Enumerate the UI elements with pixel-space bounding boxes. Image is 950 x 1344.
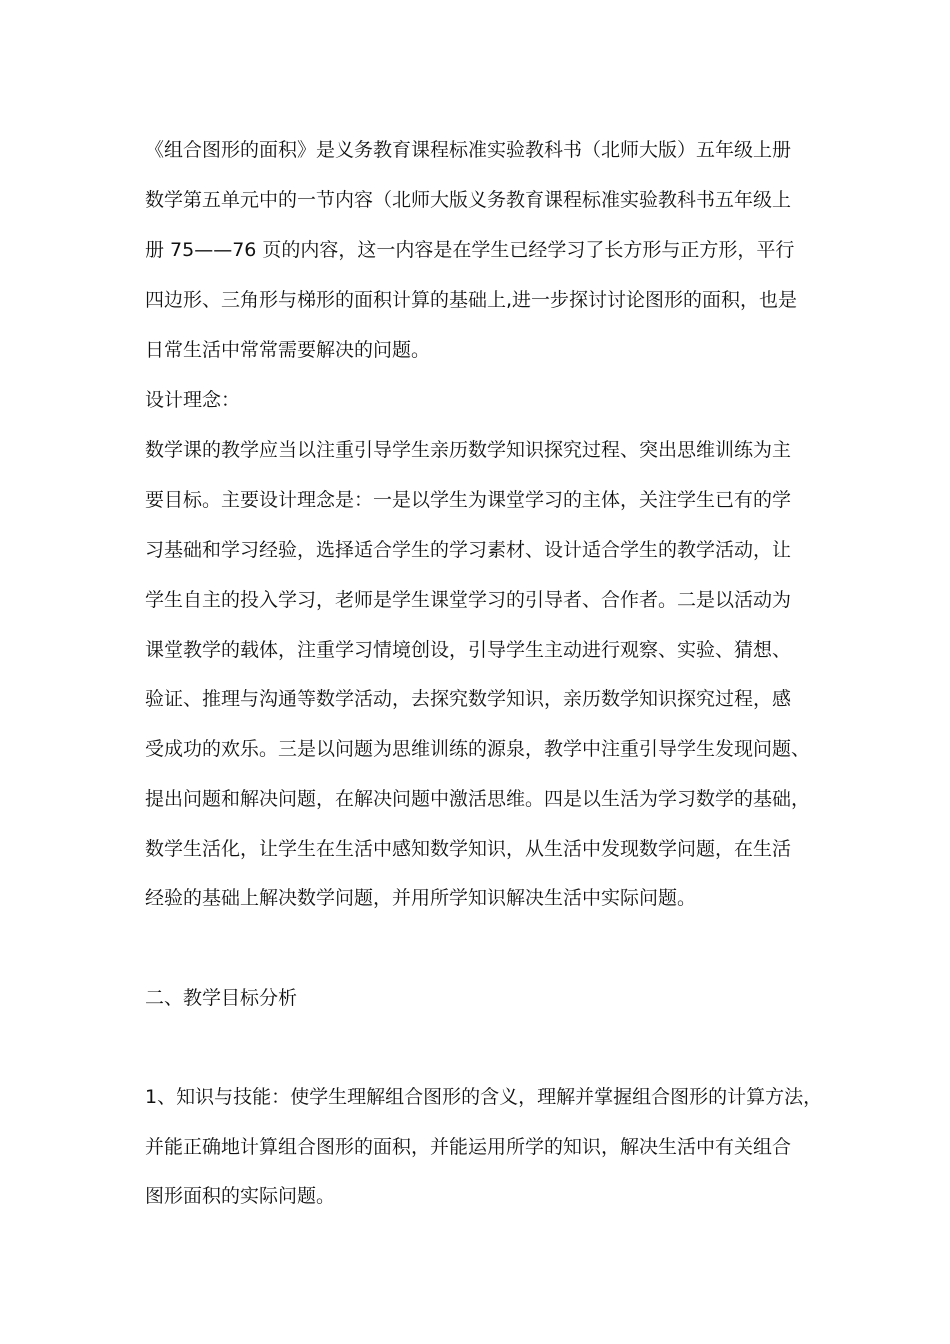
design-line-8: 提出问题和解决问题，在解决问题中激活思维。四是以生活为学习数学的基础， [145,788,811,810]
design-heading: 设计理念： [145,389,241,411]
design-line-1: 数学课的教学应当以注重引导学生亲历数学知识探究过程、突出思维训练为主 [145,439,792,461]
design-line-5: 课堂教学的载体，注重学习情境创设，引导学生主动进行观察、实验、猜想、 [145,639,792,661]
design-line-3: 习基础和学习经验，选择适合学生的学习素材、设计适合学生的教学活动，让 [145,539,792,561]
design-line-9: 数学生活化，让学生在生活中感知数学知识，从生活中发现数学问题，在生活 [145,838,792,860]
objective-line-2: 并能正确地计算组合图形的面积，并能运用所学的知识，解决生活中有关组合 [145,1136,792,1158]
objective-line-3: 图形面积的实际问题。 [145,1185,336,1207]
intro-line-5: 日常生活中常常需要解决的问题。 [145,339,431,361]
intro-line-2: 数学第五单元中的一节内容（北师大版义务教育课程标准实验教科书五年级上 [145,189,792,211]
intro-line-3: 册 75——76 页的内容，这一内容是在学生已经学习了长方形与正方形，平行 [145,239,795,261]
intro-line-4: 四边形、三角形与梯形的面积计算的基础上,进一步探讨讨论图形的面积，也是 [145,289,798,311]
design-line-6: 验证、推理与沟通等数学活动，去探究数学知识，亲历数学知识探究过程，感 [145,688,792,710]
section-heading: 二、教学目标分析 [145,987,298,1009]
design-line-2: 要目标。主要设计理念是：一是以学生为课堂学习的主体，关注学生已有的学 [145,489,792,511]
design-line-10: 经验的基础上解决数学问题，并用所学知识解决生活中实际问题。 [145,887,697,909]
intro-line-1: 《组合图形的面积》是义务教育课程标准实验教科书（北师大版）五年级上册 [145,139,792,161]
design-line-7: 受成功的欢乐。三是以问题为思维训练的源泉，教学中注重引导学生发现问题、 [145,738,811,760]
design-line-4: 学生自主的投入学习，老师是学生课堂学习的引导者、合作者。二是以活动为 [145,589,792,611]
objective-line-1: 1、知识与技能：使学生理解组合图形的含义，理解并掌握组合图形的计算方法， [145,1086,823,1108]
